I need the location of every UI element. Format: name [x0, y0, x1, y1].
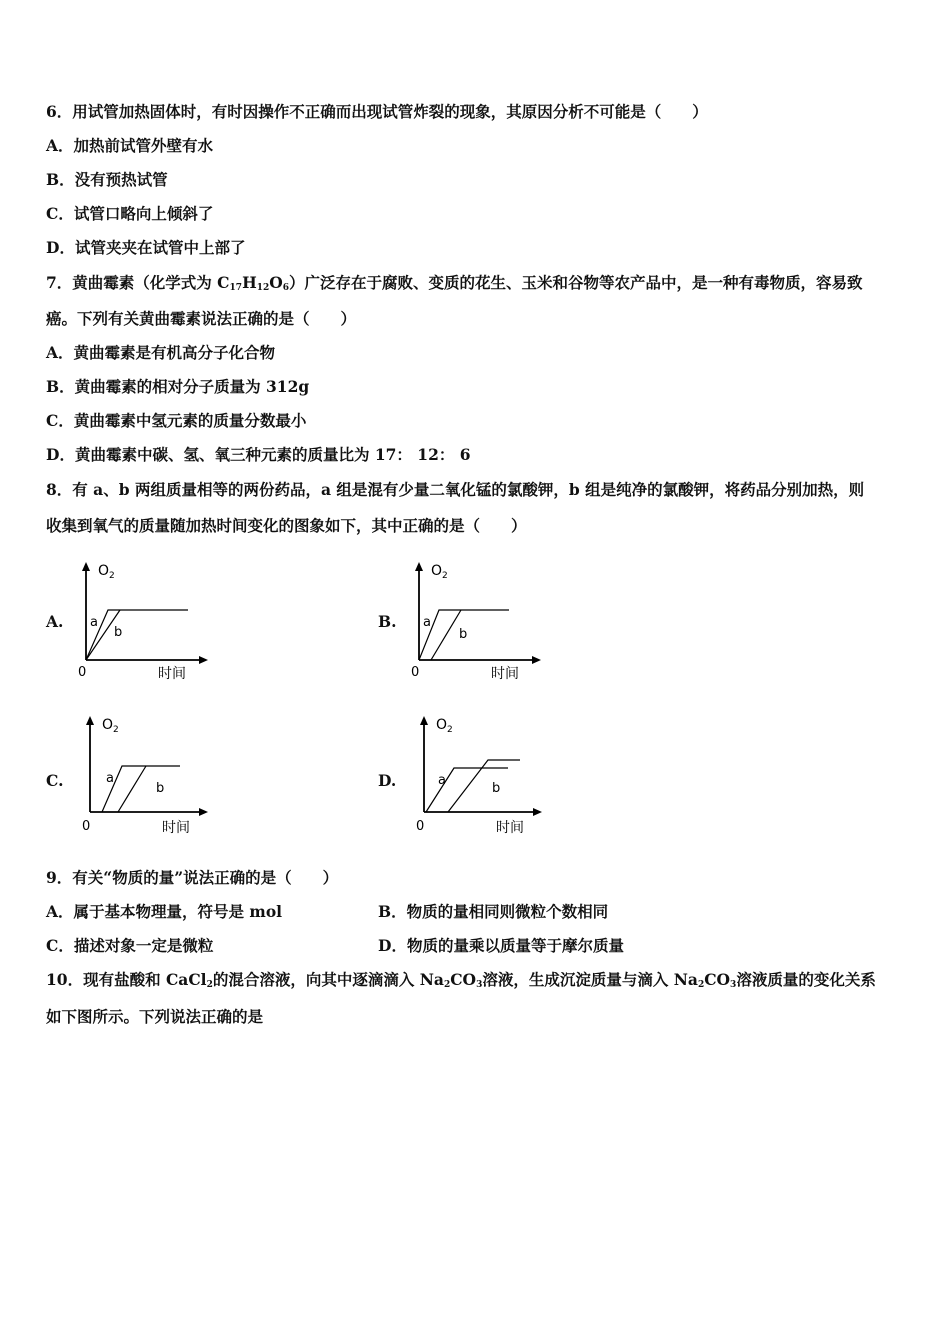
q8-stem: 8．有 a、b 两组质量相等的两份药品，a 组是混有少量二氧化锰的氯酸钾，b 组是纯净的氯酸钾，将药品分别加热，则	[46, 480, 865, 499]
y-axis-arrow	[415, 562, 423, 571]
origin-label: 0	[411, 665, 420, 680]
origin-label: 0	[416, 819, 425, 834]
q8-graph-c[interactable]	[74, 712, 224, 846]
x-axis-label: 时间	[491, 666, 519, 682]
q8-option-a-label[interactable]: A.	[46, 612, 64, 631]
x-axis-arrow	[533, 808, 542, 816]
q8-graph-b[interactable]	[403, 558, 553, 692]
y-axis-arrow	[82, 562, 90, 571]
q6-option-d[interactable]: D．试管夹夹在试管中上部了	[46, 238, 246, 257]
q9-stem: 9．有关“物质的量”说法正确的是（ ）	[46, 868, 339, 887]
curve-a-label: a	[423, 615, 431, 630]
y-axis-arrow	[420, 716, 428, 725]
origin-label: 0	[78, 665, 87, 680]
curve-b-label: b	[492, 781, 501, 796]
q6-option-b[interactable]: B．没有预热试管	[46, 170, 168, 189]
x-axis-arrow	[199, 656, 208, 664]
y-axis-label: $O_2$	[436, 717, 453, 735]
q8-stem-line2: 收集到氧气的质量随加热时间变化的图象如下，其中正确的是（ ）	[46, 516, 527, 535]
y-axis-label: $O_2$	[431, 563, 448, 581]
q8-graph-a[interactable]	[70, 558, 220, 692]
q10-stem-line2: 如下图所示。下列说法正确的是	[46, 1007, 264, 1026]
q7-option-a[interactable]: A．黄曲霉素是有机高分子化合物	[46, 343, 276, 362]
curve-b-label: b	[114, 625, 123, 640]
q8-graph-d[interactable]	[408, 712, 558, 846]
q8-option-d-label[interactable]: D.	[378, 771, 397, 790]
q7-option-c[interactable]: C．黄曲霉素中氢元素的质量分数最小	[46, 411, 307, 430]
y-axis-label: $O_2$	[102, 717, 119, 735]
q6-option-a[interactable]: A．加热前试管外壁有水	[46, 136, 214, 155]
x-axis-label: 时间	[158, 666, 186, 682]
x-axis-arrow	[199, 808, 208, 816]
curve-a-label: a	[106, 771, 114, 786]
x-axis-label: 时间	[496, 820, 524, 836]
y-axis-arrow	[86, 716, 94, 725]
q7-stem-line2: 癌。下列有关黄曲霉素说法正确的是（ ）	[46, 309, 357, 328]
q7-stem: 7．黄曲霉素（化学式为 $C_{17}H_{12}O_6$）广泛存在于腐败、变质的花生、玉米和谷物等农产品中，是一种有毒物质，容易致	[46, 273, 863, 293]
q6-option-c[interactable]: C．试管口略向上倾斜了	[46, 204, 214, 223]
q8-option-c-label[interactable]: C.	[46, 771, 64, 790]
q7-option-d[interactable]: D．黄曲霉素中碳、氢、氧三种元素的质量比为 17： 12： 6	[46, 445, 471, 464]
curve-a	[86, 610, 188, 660]
x-axis-label: 时间	[162, 820, 190, 836]
x-axis-arrow	[532, 656, 541, 664]
q9-option-c[interactable]: C．描述对象一定是微粒	[46, 936, 214, 955]
curve-b-label: b	[156, 781, 165, 796]
q10-stem: 10．现有盐酸和 CaCl$_2$的混合溶液，向其中逐滴滴入 $Na_2CO_3$溶液，生成沉淀质量与滴入 $Na_2CO_3$溶液质量的变化关系	[46, 970, 876, 990]
q6-stem: 6．用试管加热固体时，有时因操作不正确而出现试管炸裂的现象，其原因分析不可能是（ ）	[46, 102, 708, 121]
q8-option-b-label[interactable]: B.	[378, 612, 397, 631]
curve-a-label: a	[438, 773, 446, 788]
q9-option-a[interactable]: A．属于基本物理量，符号是 mol	[46, 902, 283, 921]
y-axis-label: $O_2$	[98, 563, 115, 581]
q9-option-d[interactable]: D．物质的量乘以质量等于摩尔质量	[378, 936, 624, 955]
curve-b	[118, 766, 146, 812]
curve-a-label: a	[90, 615, 98, 630]
origin-label: 0	[82, 819, 91, 834]
q9-option-b[interactable]: B．物质的量相同则微粒个数相同	[378, 902, 609, 921]
curve-b-label: b	[459, 627, 468, 642]
q7-option-b[interactable]: B．黄曲霉素的相对分子质量为 312g	[46, 377, 310, 396]
